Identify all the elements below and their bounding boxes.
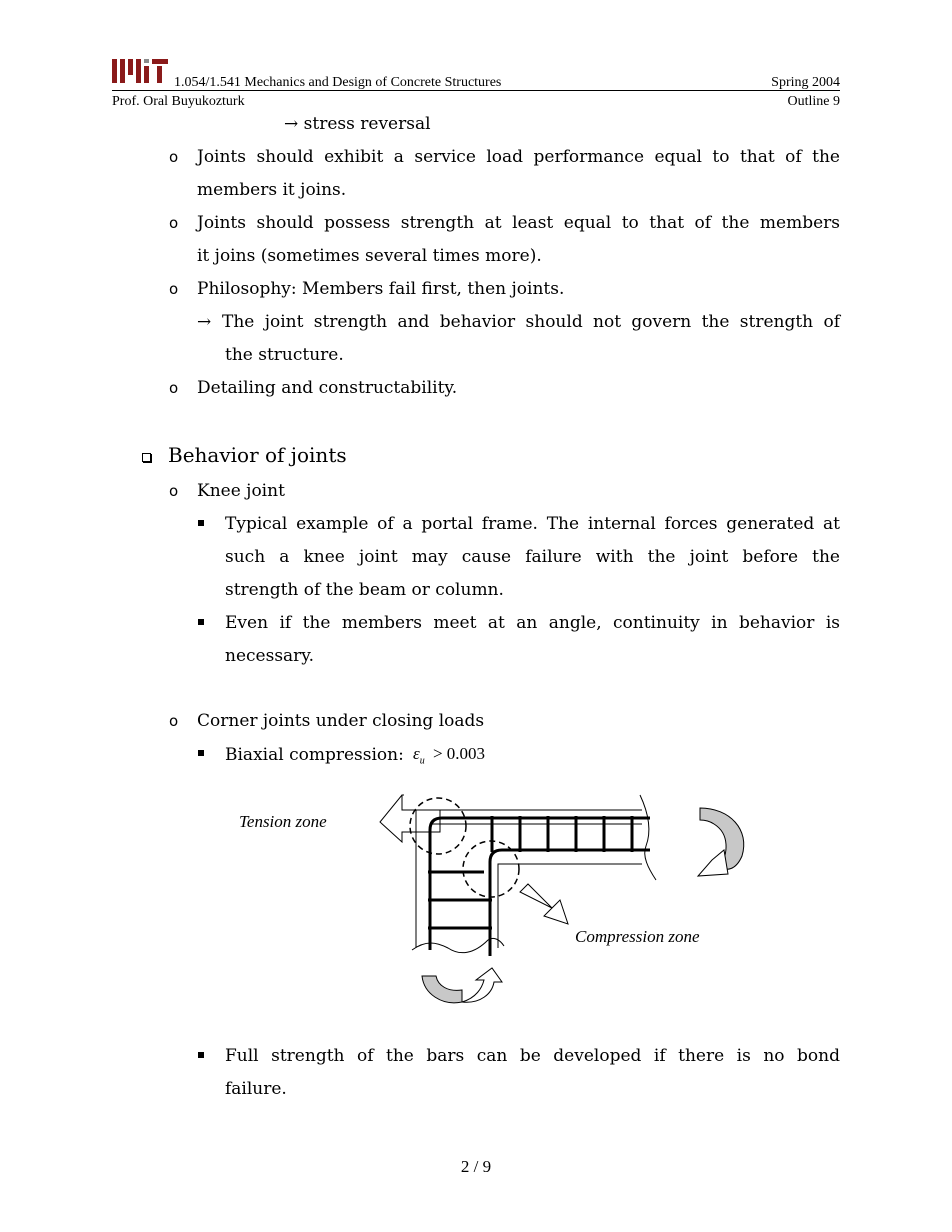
strain-inequality: > 0.003	[432, 744, 486, 763]
stress-reversal-text: stress reversal	[303, 114, 431, 134]
page-number: 2 / 9	[460, 1157, 492, 1176]
knee-joint-text: Knee joint	[197, 481, 285, 501]
circle-bullet-icon: o	[169, 280, 179, 298]
square-bullet-icon	[198, 619, 204, 625]
circle-bullet-icon: o	[169, 214, 179, 232]
mit-logo-graphic	[112, 59, 168, 83]
corner-joint-figure	[330, 790, 760, 1010]
course-title: 1.054/1.541 Mechanics and Design of Concrete Structures	[174, 75, 502, 90]
typical-line-3: strength of the beam or column.	[225, 580, 504, 600]
even-line-1: Even if the members meet at an angle, continuity in behavior is	[225, 613, 840, 633]
square-bullet-icon	[198, 750, 204, 756]
epsilon-subscript: u	[419, 755, 425, 767]
header-rule	[112, 90, 840, 91]
full-line-2: failure.	[225, 1079, 287, 1099]
govern-line-1: The joint strength and behavior should not govern the strength of	[222, 312, 840, 332]
service-line-1: Joints should exhibit a service load performance equal to that of the	[197, 147, 840, 167]
stress-reversal-line	[284, 114, 431, 134]
full-line-1: Full strength of the bars can be developed if there is no bond	[225, 1046, 840, 1066]
govern-arrow-icon: →	[197, 312, 212, 332]
square-bullet-icon	[198, 1052, 204, 1058]
govern-line-2: the structure.	[225, 345, 344, 365]
mit-logo	[112, 59, 168, 83]
column-moment-arrow-icon	[422, 976, 462, 1003]
typical-line-2: such a knee joint may cause failure with the joint before the	[225, 547, 840, 567]
circle-bullet-icon: o	[169, 712, 179, 730]
strain-formula	[413, 744, 485, 766]
tension-zone-label: Tension zone	[239, 812, 327, 831]
circle-bullet-icon: o	[169, 482, 179, 500]
arrow-icon: →	[284, 114, 299, 134]
section-heading: Behavior of joints	[168, 443, 347, 467]
circle-bullet-icon: o	[169, 148, 179, 166]
epsilon-symbol: ε	[413, 744, 420, 763]
even-line-2: necessary.	[225, 646, 315, 666]
biaxial-text: Biaxial compression:	[225, 745, 404, 765]
circle-bullet-icon: o	[169, 379, 179, 397]
strength-line-1: Joints should possess strength at least equal to that of the members	[197, 213, 840, 233]
philosophy-text: Philosophy: Members fail first, then joints.	[197, 279, 565, 299]
compression-zone-label: Compression zone	[575, 927, 700, 946]
typical-line-1: Typical example of a portal frame. The internal forces generated at	[225, 514, 840, 534]
service-line-2: members it joins.	[197, 180, 347, 200]
detailing-text: Detailing and constructability.	[197, 378, 458, 398]
square-bullet-icon	[142, 453, 151, 462]
strength-line-2: it joins (sometimes several times more).	[197, 246, 542, 266]
square-bullet-icon	[198, 520, 204, 526]
outline-label: Outline 9	[787, 94, 840, 109]
professor: Prof. Oral Buyukozturk	[112, 94, 245, 109]
term: Spring 2004	[771, 75, 840, 90]
compression-arrow-icon	[520, 884, 568, 924]
corner-joints-text: Corner joints under closing loads	[197, 711, 485, 731]
